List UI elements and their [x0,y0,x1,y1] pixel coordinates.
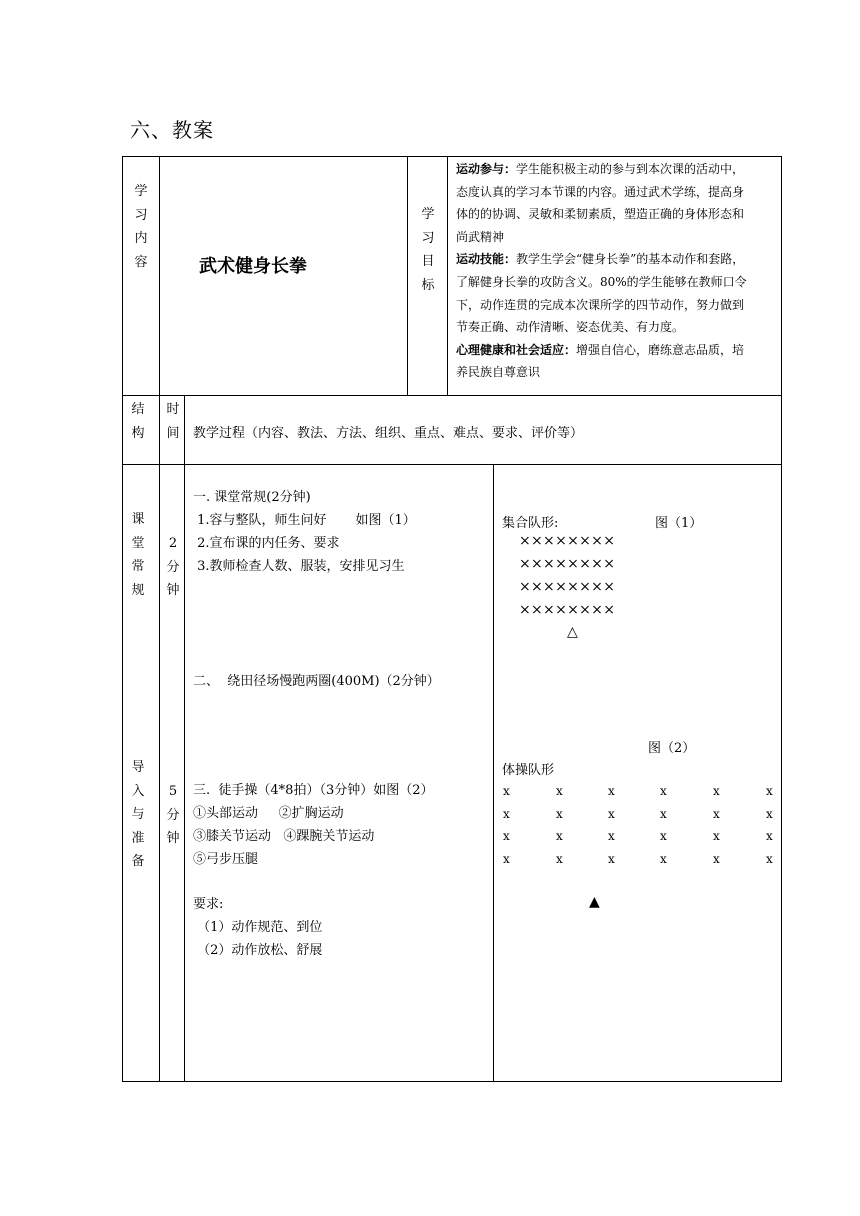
formation-mark: x [608,807,615,821]
time-header: 时 间 [166,402,180,441]
formation-mark: x [556,829,563,843]
formation-mark: x [660,807,667,821]
section1-time: 2 分 钟 [166,536,180,598]
formation-mark: x [503,784,510,798]
formation-mark: x [503,852,510,866]
formation-row: ×××××××× [519,579,616,595]
section2-requirements: 要求: （1）动作规范、到位 （2）动作放松、舒展 [193,897,323,958]
formation-mark: x [713,807,720,821]
formation-mark: x [556,784,563,798]
objectives: 运动参与：学生能积极主动的参与到本次课的活动中， 态度认真的学习本节课的内容。通过武术学练，提高身 体的的协调、灵敏和柔韧素质，塑造正确的身体形态和 尚武精神 运动技能：教学生学会“健身长拳”的基本动作和套路， 了解健身长拳的攻防含义。80%的学生能够在教师口令 下，动作连贯的完成本次课所学的四节动作，努力做到 节奏正确、动作清晰、姿态优美、有力度。 心理健康和社会适应：增强自信心，磨练意志品质，培 养民族自尊意识 [456,158,776,384]
figure2-label: 图（2） [648,741,696,756]
formation-mark: x [660,852,667,866]
formation-mark: x [608,784,615,798]
formation-mark: x [766,852,773,866]
objective-participation: 运动参与：学生能积极主动的参与到本次课的活动中， [456,162,745,176]
formation-row: ×××××××× [519,556,616,572]
content-label: 学 习 内 容 [134,184,148,270]
objective-skills: 运动技能：教学生学会“健身长拳”的基本动作和套路， [456,252,745,267]
objective-mental: 心理健康和社会适应：增强自信心，磨练意志品质，培 [456,342,745,357]
formation-mark: x [766,784,773,798]
formation-mark: x [766,807,773,821]
process-header: 教学过程（内容、教法、方法、组织、重点、难点、要求、评价等） [193,426,584,441]
lesson-title: 武术健身长拳 [199,256,307,277]
formation-mark: x [608,829,615,843]
objective-label: 学 习 目 标 [421,207,435,293]
section2-time: 5 分 钟 [166,784,180,846]
section1-process: 一. 课堂常规(2分钟) 1.容与整队，师生问好 如图（1） 2.宣布课的内任务、要求 3.教师检查人数、服装，安排见习生 [193,490,416,574]
teacher-marker-solid: ▲ [589,894,600,910]
formation-mark: x [713,829,720,843]
formation-mark: x [556,852,563,866]
formation-row: ×××××××× [519,602,616,618]
formation-mark: x [503,807,510,821]
formation-row: ×××××××× [519,533,616,549]
figure1-label: 图（1） [655,516,703,531]
teacher-marker-hollow: △ [567,624,578,640]
formation-mark: x [660,829,667,843]
page-heading: 六、教案 [130,118,214,142]
formation-mark: x [608,852,615,866]
formation-mark: x [556,807,563,821]
section2-process: 三. 徒手操（4*8拍）（3分钟）如图（2） ①头部运动 ②扩胸运动 ③膝关节运动 ④踝腕关节运动 ⑤弓步压腿 [193,783,434,867]
formation-mark: x [660,784,667,798]
formation-mark: x [503,829,510,843]
section2-structure: 导 入 与 准 备 [131,760,145,869]
structure-header: 结 构 [131,402,145,441]
formation-mark: x [766,829,773,843]
formation-mark: x [713,852,720,866]
section1-structure: 课 堂 常 规 [131,512,145,598]
formation-mark: x [713,784,720,798]
run-instruction: 二、 绕田径场慢跑两圈(400M)（2分钟） [193,674,440,689]
assembly-formation-label: 集合队形: [502,516,559,531]
gymnastics-formation-label: 体操队形 [502,763,555,778]
